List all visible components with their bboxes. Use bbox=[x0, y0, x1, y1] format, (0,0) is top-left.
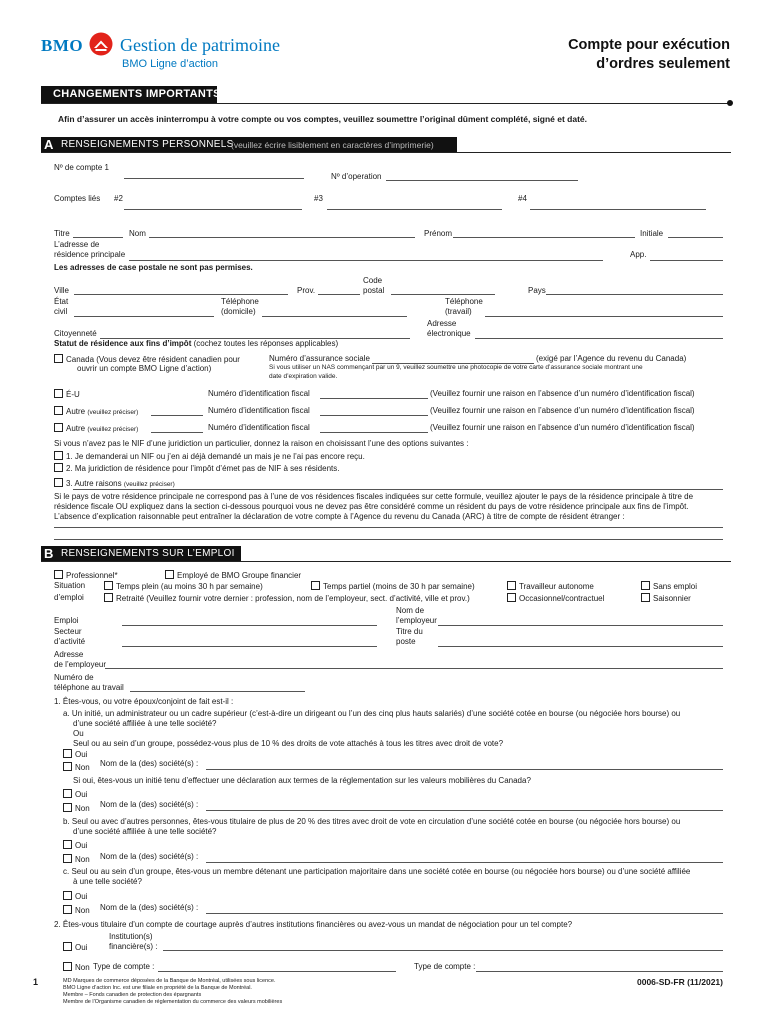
insider-company-label: Nom de la (des) société(s) : bbox=[100, 800, 199, 809]
no-tin-option-2: 2. Ma juridiction de résidence pour l’impôt d’émet pas de NIF à ses résidents. bbox=[66, 464, 340, 473]
section-a-rule bbox=[41, 152, 731, 153]
full-time-checkbox[interactable] bbox=[104, 581, 113, 590]
linked-2-field[interactable] bbox=[124, 209, 302, 210]
question-1a-line-2: d’une société affiliée à une telle société? bbox=[73, 719, 217, 728]
q2-yes-label: Oui bbox=[75, 943, 88, 952]
q1b-no-label: Non bbox=[75, 855, 90, 864]
address-label-2: résidence principale bbox=[54, 250, 126, 259]
initial-label: Initiale bbox=[640, 229, 664, 238]
unemployed-checkbox[interactable] bbox=[641, 581, 650, 590]
other-2-label: Autre bbox=[66, 424, 86, 433]
operation-number-field[interactable] bbox=[386, 180, 578, 181]
no-tin-option-1: 1. Je demanderai un NIF ou j’en ai déjà demandé un mais je ne l’ai pas encore reçu. bbox=[66, 452, 365, 461]
job-title-label-1: Titre du bbox=[396, 627, 423, 636]
q1a-yes-checkbox[interactable] bbox=[63, 749, 72, 758]
residence-explanation-field-2[interactable] bbox=[54, 539, 723, 540]
ten-percent-question: Seul ou au sein d’un groupe, possédez-vous plus de 10 % des droits de vote attachés à tous les titres avec droit de vote? bbox=[73, 739, 504, 748]
linked-2-label: #2 bbox=[114, 194, 123, 203]
marital-status-field[interactable] bbox=[74, 316, 214, 317]
important-heading-bar bbox=[41, 86, 221, 103]
tin-other-1-field[interactable] bbox=[320, 415, 428, 416]
account-number-label: Nº de compte 1 bbox=[54, 163, 109, 172]
seasonal-label: Saisonnier bbox=[653, 594, 691, 603]
tin-us-reason: (Veuillez fournir une raison en l’absence d’un numéro d’identification fiscal) bbox=[430, 389, 695, 398]
section-b-letter: B bbox=[44, 546, 54, 561]
citizenship-label: Citoyenneté bbox=[54, 329, 97, 338]
po-box-note: Les adresses de case postale ne sont pas permises. bbox=[54, 263, 253, 272]
industry-field[interactable] bbox=[122, 646, 377, 647]
professional-label: Professionnel* bbox=[66, 571, 118, 580]
other-1-checkbox[interactable] bbox=[54, 406, 63, 415]
bmo-roundel-logo bbox=[89, 32, 113, 56]
bmo-employee-checkbox[interactable] bbox=[165, 570, 174, 579]
seasonal-checkbox[interactable] bbox=[641, 593, 650, 602]
form-title-line1: Compte pour exécution bbox=[568, 37, 730, 53]
institutions-field[interactable] bbox=[163, 950, 723, 951]
home-phone-label-1: Téléphone bbox=[221, 297, 259, 306]
occasional-checkbox-row[interactable] bbox=[507, 593, 604, 604]
us-checkbox[interactable] bbox=[54, 389, 63, 398]
q1a-company-label: Nom de la (des) société(s) : bbox=[100, 759, 199, 768]
no-tin-option-2-checkbox[interactable] bbox=[54, 463, 63, 472]
question-1b-line-1: b. Seul ou avec d’autres personnes, êtes-vous titulaire de plus de 20 % des titres avec droit de vote en circulation d’une société cotée en bourse (ou négociée hors bourse) ou bbox=[63, 817, 681, 826]
no-tin-option-3-checkbox[interactable] bbox=[54, 478, 63, 487]
email-label-2: électronique bbox=[427, 329, 471, 338]
seasonal-checkbox-row[interactable] bbox=[641, 593, 691, 604]
no-tin-option-2-row[interactable] bbox=[54, 463, 339, 474]
professional-checkbox-row[interactable] bbox=[54, 570, 118, 581]
q1b-company-label: Nom de la (des) société(s) : bbox=[100, 852, 199, 861]
question-1c-line-2: à une telle société? bbox=[73, 877, 142, 886]
q1c-company-label: Nom de la (des) société(s) : bbox=[100, 903, 199, 912]
form-code: 0006-SD-FR (11/2021) bbox=[637, 977, 723, 987]
no-tin-option-3-specify: (veuillez préciser) bbox=[123, 481, 175, 488]
postal-code-label-2: postal bbox=[363, 286, 385, 295]
last-name-label: Nom bbox=[129, 229, 146, 238]
part-time-checkbox-row[interactable] bbox=[311, 581, 475, 592]
full-time-checkbox-row[interactable] bbox=[104, 581, 263, 592]
part-time-label: Temps partiel (moins de 30 h par semaine) bbox=[323, 582, 475, 591]
other-2-field[interactable] bbox=[151, 432, 203, 433]
employer-address-label-2: de l’employeur bbox=[54, 660, 107, 669]
part-time-checkbox[interactable] bbox=[311, 581, 320, 590]
work-phone-number-label-1: Numéro de bbox=[54, 673, 94, 682]
tin-other-1-label: Numéro d’identification fiscal bbox=[208, 406, 310, 415]
q2-no-checkbox[interactable] bbox=[63, 962, 72, 971]
tax-residency-bold: Statut de résidence aux fins d’impôt bbox=[54, 339, 192, 348]
sin-required: (exigé par l’Agence du revenu du Canada) bbox=[536, 354, 687, 363]
institutions-label-2: financière(s) : bbox=[109, 942, 158, 951]
no-tin-option-3: 3. Autre raisons bbox=[66, 479, 122, 488]
q2-no-label: Non bbox=[75, 963, 90, 972]
tin-other-2-label: Numéro d’identification fiscal bbox=[208, 423, 310, 432]
address-label-1: L’adresse de bbox=[54, 240, 100, 249]
other-1-field[interactable] bbox=[151, 415, 203, 416]
q1a-no-label: Non bbox=[75, 763, 90, 772]
address-field[interactable] bbox=[129, 260, 603, 261]
linked-4-field[interactable] bbox=[530, 209, 706, 210]
section-a-heading: RENSEIGNEMENTS PERSONNELS bbox=[61, 139, 234, 150]
employment-situation-label-1: Situation bbox=[54, 581, 86, 590]
important-rule bbox=[41, 103, 731, 104]
employer-address-field[interactable] bbox=[105, 668, 723, 669]
legal-note-3: Membre – Fonds canadien de protection des épargnants bbox=[63, 992, 202, 998]
operation-number-label: Nº d’operation bbox=[331, 172, 382, 181]
section-a-letter: A bbox=[44, 137, 54, 152]
industry-label-2: d’activité bbox=[54, 637, 86, 646]
section-b-heading-bar bbox=[41, 546, 241, 561]
ligne-daction: BMO Ligne d’action bbox=[122, 58, 218, 70]
residence-paragraph-1: Si le pays de votre résidence principale ne correspond pas à l’une de vos résidences fiscales indiquées sur cette formule, veuillez ajouter le pays de la résidence principale à titre de bbox=[54, 492, 694, 501]
occupation-label: Emploi bbox=[54, 616, 79, 625]
section-a-heading-note: (veuillez écrire lisiblement en caractères d’imprimerie) bbox=[231, 140, 434, 150]
other-2-checkbox-row[interactable] bbox=[54, 423, 138, 434]
section-b-rule bbox=[41, 561, 731, 562]
country-field[interactable] bbox=[546, 294, 723, 295]
insider-no-checkbox[interactable] bbox=[63, 803, 72, 812]
canada-label-1: Canada (Vous devez être résident canadien pour bbox=[66, 355, 240, 364]
canada-label-2: ouvrir un compte BMO Ligne d’action) bbox=[77, 364, 212, 373]
job-title-label-2: poste bbox=[396, 637, 416, 646]
other-2-checkbox[interactable] bbox=[54, 423, 63, 432]
question-1a-line-1: a. Un initié, un administrateur ou un cadre supérieur (c’est-à-dire un dirigeant ou l’un des cinq plus hauts salariés) d’une société cotée en bourse (ou négociée hors bourse) ou bbox=[63, 709, 681, 718]
insider-no-label: Non bbox=[75, 804, 90, 813]
linked-3-field[interactable] bbox=[327, 209, 502, 210]
apt-field[interactable] bbox=[650, 260, 723, 261]
title-field[interactable] bbox=[73, 237, 123, 238]
rule-end-dot bbox=[727, 100, 733, 106]
sin-note-1: Si vous utiliser un NAS commençant par un 9, veuillez soumettre une photocopie de votre carte d’assurance sociale montrant une bbox=[269, 364, 643, 371]
postal-code-label-1: Code bbox=[363, 276, 383, 285]
occasional-checkbox[interactable] bbox=[507, 593, 516, 602]
no-tin-option-3-field[interactable] bbox=[73, 489, 723, 490]
insider-no-row[interactable] bbox=[63, 803, 90, 814]
linked-accounts-label: Comptes liés bbox=[54, 194, 101, 203]
occasional-label: Occasionnel/contractuel bbox=[519, 594, 605, 603]
q1c-no-row[interactable] bbox=[63, 905, 90, 916]
q1a-no-checkbox[interactable] bbox=[63, 762, 72, 771]
email-label-1: Adresse bbox=[427, 319, 457, 328]
city-label: Ville bbox=[54, 286, 69, 295]
residence-paragraph-2: résidence fiscale OU expliquez dans la section ci-dessous pourquoi vous ne devez pas être considéré comme un résident du pays de votre résidence principale aux fins de l’impôt. bbox=[54, 502, 689, 511]
retired-checkbox-row[interactable] bbox=[104, 593, 470, 604]
self-employed-checkbox-row[interactable] bbox=[507, 581, 594, 592]
first-name-label: Prénom bbox=[424, 229, 453, 238]
canada-checkbox[interactable] bbox=[54, 354, 63, 363]
initial-field[interactable] bbox=[668, 237, 723, 238]
tin-other-1-reason: (Veuillez fournir une raison en l’absence d’un numéro d’identification fiscal) bbox=[430, 406, 695, 415]
work-phone-number-field[interactable] bbox=[130, 691, 305, 692]
work-phone-number-label-2: téléphone au travail bbox=[54, 683, 124, 692]
question-1: 1. Êtes-vous, ou votre époux/conjoint de fait est-il : bbox=[54, 697, 234, 706]
work-phone-label-1: Téléphone bbox=[445, 297, 483, 306]
professional-checkbox[interactable] bbox=[54, 570, 63, 579]
q2-yes-checkbox[interactable] bbox=[63, 942, 72, 951]
home-phone-label-2: (domicile) bbox=[221, 307, 256, 316]
form-title-line2: d’ordres seulement bbox=[596, 56, 730, 72]
q2-no-row[interactable] bbox=[63, 962, 90, 973]
full-time-label: Temps plein (au moins 30 h par semaine) bbox=[116, 582, 263, 591]
gestion-de-patrimoine: Gestion de patrimoine bbox=[120, 35, 280, 55]
other-1-label: Autre bbox=[66, 407, 86, 416]
account-type-label-1: Type de compte : bbox=[93, 962, 155, 971]
institutions-label-1: Institution(s) bbox=[109, 932, 153, 941]
job-title-field[interactable] bbox=[438, 646, 723, 647]
insider-yes-label: Oui bbox=[75, 790, 88, 799]
other-1-specify: (veuillez préciser) bbox=[87, 409, 139, 416]
residence-paragraph-3: L’absence d’explication raisonnable peut entraîner la déclaration de votre compte à l’Agence du revenu du Canada (ARC) à titre de compte de résident étranger : bbox=[54, 512, 625, 521]
other-2-specify: (veuillez préciser) bbox=[87, 426, 139, 433]
self-employed-label: Travailleur autonome bbox=[519, 582, 594, 591]
bmo-brand: BMO bbox=[41, 36, 84, 55]
q1c-no-checkbox[interactable] bbox=[63, 905, 72, 914]
apt-label: App. bbox=[630, 250, 647, 259]
q1c-yes-checkbox[interactable] bbox=[63, 891, 72, 900]
account-number-field[interactable] bbox=[124, 178, 304, 179]
occupation-field[interactable] bbox=[122, 625, 377, 626]
question-1c-line-1: c. Seul ou au sein d’un groupe, êtes-vous un membre détenant une participation majoritaire dans une société cotée en bourse (ou négociée hors bourse) ou d’une société affiliée bbox=[63, 867, 691, 876]
section-b-heading: RENSEIGNEMENTS SUR L’EMPLOI bbox=[61, 548, 235, 559]
retired-label: Retraité (Veuillez fournir votre dernier : profession, nom de l’employeur, sect. d’activité, ville et prov.) bbox=[116, 594, 470, 603]
work-phone-field[interactable] bbox=[485, 316, 723, 317]
employer-name-label-1: Nom de bbox=[396, 606, 425, 615]
employer-name-label-2: l’employeur bbox=[396, 616, 437, 625]
important-text: Afin d’assurer un accès ininterrompu à votre compte ou vos comptes, veuillez soumettre l’original dûment complété, signé et daté. bbox=[58, 114, 588, 124]
sin-note-2: date d’expiration valide. bbox=[269, 373, 338, 380]
no-tin-option-1-checkbox[interactable] bbox=[54, 451, 63, 460]
sin-label: Numéro d’assurance sociale bbox=[269, 354, 370, 363]
legal-note-2: BMO Ligne d’action Inc. est une filiale en propriété de la Banque de Montréal. bbox=[63, 985, 252, 991]
no-tin-intro: Si vous n’avez pas le NIF d’une juridiction un particulier, donnez la raison en choisissant l’une des options suivantes : bbox=[54, 439, 469, 448]
tax-residency-heading bbox=[54, 339, 338, 349]
q1b-company-field[interactable] bbox=[206, 862, 723, 863]
tin-us-label: Numéro d’identification fiscal bbox=[208, 389, 310, 398]
work-phone-label-2: (travail) bbox=[445, 307, 472, 316]
tax-residency-note: (cochez toutes les réponses applicables) bbox=[193, 339, 339, 348]
insider-question: Si oui, êtes-vous un initié tenu d’effectuer une déclaration aux termes de la réglementation sur les valeurs mobilières du Canada? bbox=[73, 776, 531, 785]
q1b-no-checkbox[interactable] bbox=[63, 854, 72, 863]
question-1b-line-2: d’une société affiliée à une telle société? bbox=[73, 827, 217, 836]
province-label: Prov. bbox=[297, 286, 316, 295]
q2-yes-row[interactable] bbox=[63, 942, 87, 953]
linked-3-label: #3 bbox=[314, 194, 323, 203]
us-label: É-U bbox=[66, 390, 80, 399]
tin-other-2-reason: (Veuillez fournir une raison en l’absence d’un numéro d’identification fiscal) bbox=[430, 423, 695, 432]
legal-note-1: MD Marques de commerce déposées de la Banque de Montréal, utilisées sous licence. bbox=[63, 978, 276, 984]
section-a-heading-bar bbox=[41, 137, 457, 152]
province-field[interactable] bbox=[318, 294, 360, 295]
account-type-label-2: Type de compte : bbox=[414, 962, 476, 971]
self-employed-checkbox[interactable] bbox=[507, 581, 516, 590]
marital-status-label-2: civil bbox=[54, 307, 68, 316]
employer-name-field[interactable] bbox=[438, 625, 723, 626]
home-phone-field[interactable] bbox=[262, 316, 407, 317]
or-label: Ou bbox=[73, 729, 84, 738]
account-type-field-1[interactable] bbox=[158, 971, 396, 972]
q1c-no-label: Non bbox=[75, 906, 90, 915]
retired-checkbox[interactable] bbox=[104, 593, 113, 602]
important-heading: CHANGEMENTS IMPORTANTS bbox=[53, 88, 221, 100]
marital-status-label-1: État bbox=[54, 297, 69, 306]
insider-yes-checkbox[interactable] bbox=[63, 789, 72, 798]
legal-note-4: Membre de l’Organisme canadien de réglementation du commerce des valeurs mobilières bbox=[63, 999, 283, 1005]
industry-label-1: Secteur bbox=[54, 627, 82, 636]
unemployed-checkbox-row[interactable] bbox=[641, 581, 697, 592]
question-2: 2. Êtes-vous titulaire d’un compte de courtage auprès d’autres institutions financières ou avez-vous un mandat de négociation pour un tel compte? bbox=[54, 920, 573, 929]
q1a-yes-row[interactable] bbox=[63, 749, 87, 760]
city-field[interactable] bbox=[74, 294, 288, 295]
bmo-employee-label: Employé de BMO Groupe financier bbox=[177, 571, 302, 580]
linked-4-label: #4 bbox=[518, 194, 527, 203]
other-1-checkbox-row[interactable] bbox=[54, 406, 138, 417]
insider-company-field[interactable] bbox=[206, 810, 723, 811]
insider-yes-row[interactable] bbox=[63, 789, 87, 800]
page-number: 1 bbox=[33, 977, 39, 987]
country-label: Pays bbox=[528, 286, 546, 295]
q1b-yes-checkbox[interactable] bbox=[63, 840, 72, 849]
q1c-yes-label: Oui bbox=[75, 892, 88, 901]
bmo-employee-checkbox-row[interactable] bbox=[165, 570, 301, 581]
first-name-field[interactable] bbox=[453, 237, 635, 238]
no-tin-option-1-row[interactable] bbox=[54, 451, 365, 462]
account-type-field-2[interactable] bbox=[476, 971, 723, 972]
last-name-field[interactable] bbox=[149, 237, 415, 238]
q1a-no-row[interactable] bbox=[63, 762, 90, 773]
employment-situation-label-2: d’emploi bbox=[54, 593, 84, 602]
email-field[interactable] bbox=[475, 338, 723, 339]
residence-explanation-field-1[interactable] bbox=[54, 527, 723, 528]
q1b-no-row[interactable] bbox=[63, 854, 90, 865]
q1c-yes-row[interactable] bbox=[63, 891, 87, 902]
us-checkbox-row[interactable] bbox=[54, 389, 80, 400]
tin-us-field[interactable] bbox=[320, 398, 428, 399]
q1a-company-field[interactable] bbox=[206, 769, 723, 770]
q1b-yes-label: Oui bbox=[75, 841, 88, 850]
title-label: Titre bbox=[54, 229, 70, 238]
q1c-company-field[interactable] bbox=[206, 913, 723, 914]
q1b-yes-row[interactable] bbox=[63, 840, 87, 851]
no-tin-option-3-row[interactable] bbox=[54, 478, 175, 489]
tin-other-2-field[interactable] bbox=[320, 432, 428, 433]
postal-code-field[interactable] bbox=[391, 294, 495, 295]
unemployed-label: Sans emploi bbox=[653, 582, 698, 591]
q1a-yes-label: Oui bbox=[75, 750, 88, 759]
employer-address-label-1: Adresse bbox=[54, 650, 84, 659]
